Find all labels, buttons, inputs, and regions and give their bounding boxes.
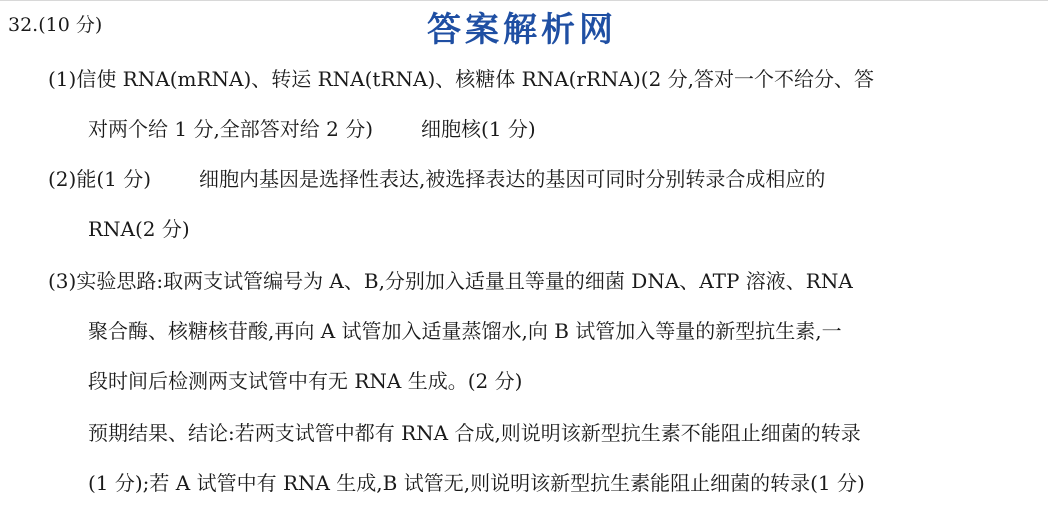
answer-2-line-1 (48, 166, 825, 192)
answer-3-line-2: 聚合酶、核糖核苷酸,再向 A 试管加入适量蒸馏水,向 B 试管加入等量的新型抗生素,一 (88, 319, 842, 343)
answer-2-line-2: RNA(2 分) (88, 217, 190, 241)
question-number: 32.(10 分) (8, 14, 103, 36)
answer-3-line-5: (1 分);若 A 试管中有 RNA 生成,B 试管无,则说明该新型抗生素能阻止细菌的转录(1 分) (88, 471, 865, 495)
answer-2-reason: 细胞内基因是选择性表达,被选择表达的基因可同时分别转录合成相应的 (199, 167, 826, 191)
answer-1-scoring-note: 对两个给 1 分,全部答对给 2 分) (88, 117, 374, 141)
answer-2-verdict: (2)能(1 分) (48, 167, 152, 191)
answer-1-line-2 (88, 116, 536, 142)
answer-3-line-1: (3)实验思路:取两支试管编号为 A、B,分别加入适量且等量的细菌 DNA、ATP 溶液、RNA (48, 269, 853, 293)
answer-3-line-4: 预期结果、结论:若两支试管中都有 RNA 合成,则说明该新型抗生素不能阻止细菌的转录 (88, 421, 861, 445)
top-rule (0, 0, 1048, 1)
watermark-text: 答案解析网 (427, 10, 617, 50)
answer-3-line-3: 段时间后检测两支试管中有无 RNA 生成。(2 分) (88, 369, 523, 393)
answer-1-line-1: (1)信使 RNA(mRNA)、转运 RNA(tRNA)、核糖体 RNA(rRNA)(2 分,答对一个不给分、答 (48, 67, 875, 91)
answer-1-location: 细胞核(1 分) (421, 117, 536, 141)
